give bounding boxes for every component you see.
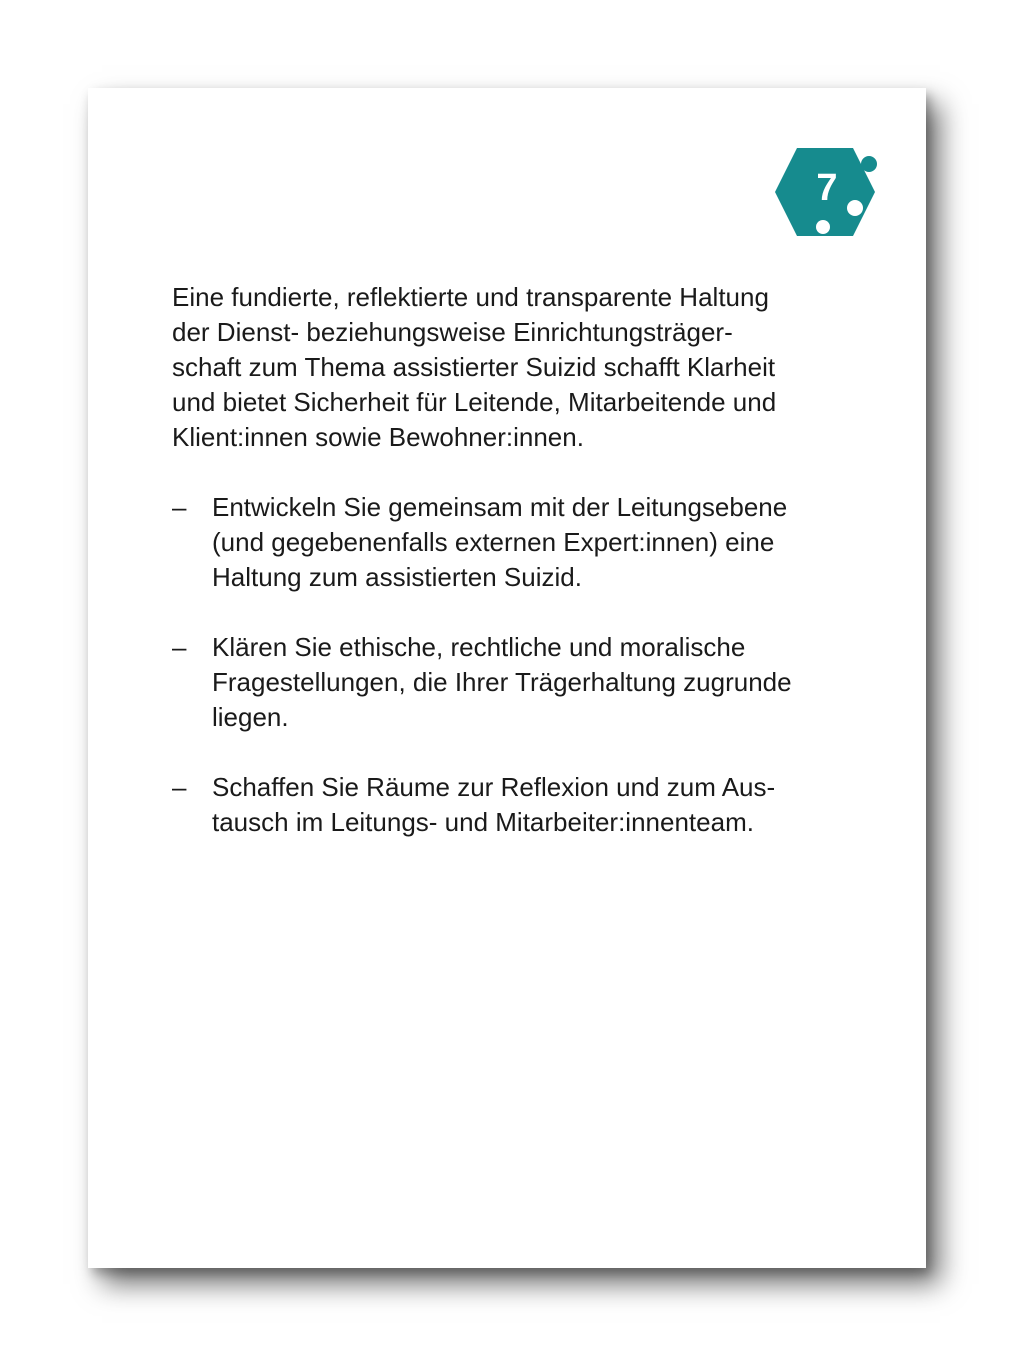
list-item-line: Haltung zum assistierten Suizid. <box>212 562 582 592</box>
list-item-line: (und gegebenenfalls externen Expert:innen) eine <box>212 527 775 557</box>
list-item <box>172 490 852 595</box>
intro-line: und bietet Sicherheit für Leitende, Mitarbeitende und <box>172 387 777 417</box>
intro-line: Klient:innen sowie Bewohner:innen. <box>172 422 584 452</box>
number-badge <box>773 146 881 238</box>
bullet-dash: – <box>172 772 187 802</box>
list-item-line: Entwickeln Sie gemeinsam mit der Leitungsebene <box>212 492 788 522</box>
intro-line: der Dienst- beziehungsweise Einrichtungsträger- <box>172 317 733 347</box>
list-item-line: Klären Sie ethische, rechtliche und moralische <box>212 632 746 662</box>
puzzle-knob-bottom <box>816 220 830 234</box>
intro-line: Eine fundierte, reflektierte und transparente Haltung <box>172 282 769 312</box>
bullet-dash: – <box>172 492 187 522</box>
info-card <box>88 88 926 1268</box>
list-item <box>172 770 852 840</box>
puzzle-knob-right <box>861 156 877 172</box>
list-item <box>172 630 852 735</box>
list-item-line: Fragestellungen, die Ihrer Trägerhaltung zugrunde <box>212 667 792 697</box>
badge-number: 7 <box>816 167 838 209</box>
list-item-line: Schaffen Sie Räume zur Reflexion und zum Aus- <box>212 772 776 802</box>
recommendation-list <box>172 490 852 840</box>
card-content <box>172 280 852 875</box>
intro-line: schaft zum Thema assistierter Suizid schafft Klarheit <box>172 352 776 382</box>
list-item-line: liegen. <box>212 702 289 732</box>
bullet-dash: – <box>172 632 187 662</box>
intro-paragraph <box>172 280 852 455</box>
list-item-line: tausch im Leitungs- und Mitarbeiter:innenteam. <box>212 807 754 837</box>
